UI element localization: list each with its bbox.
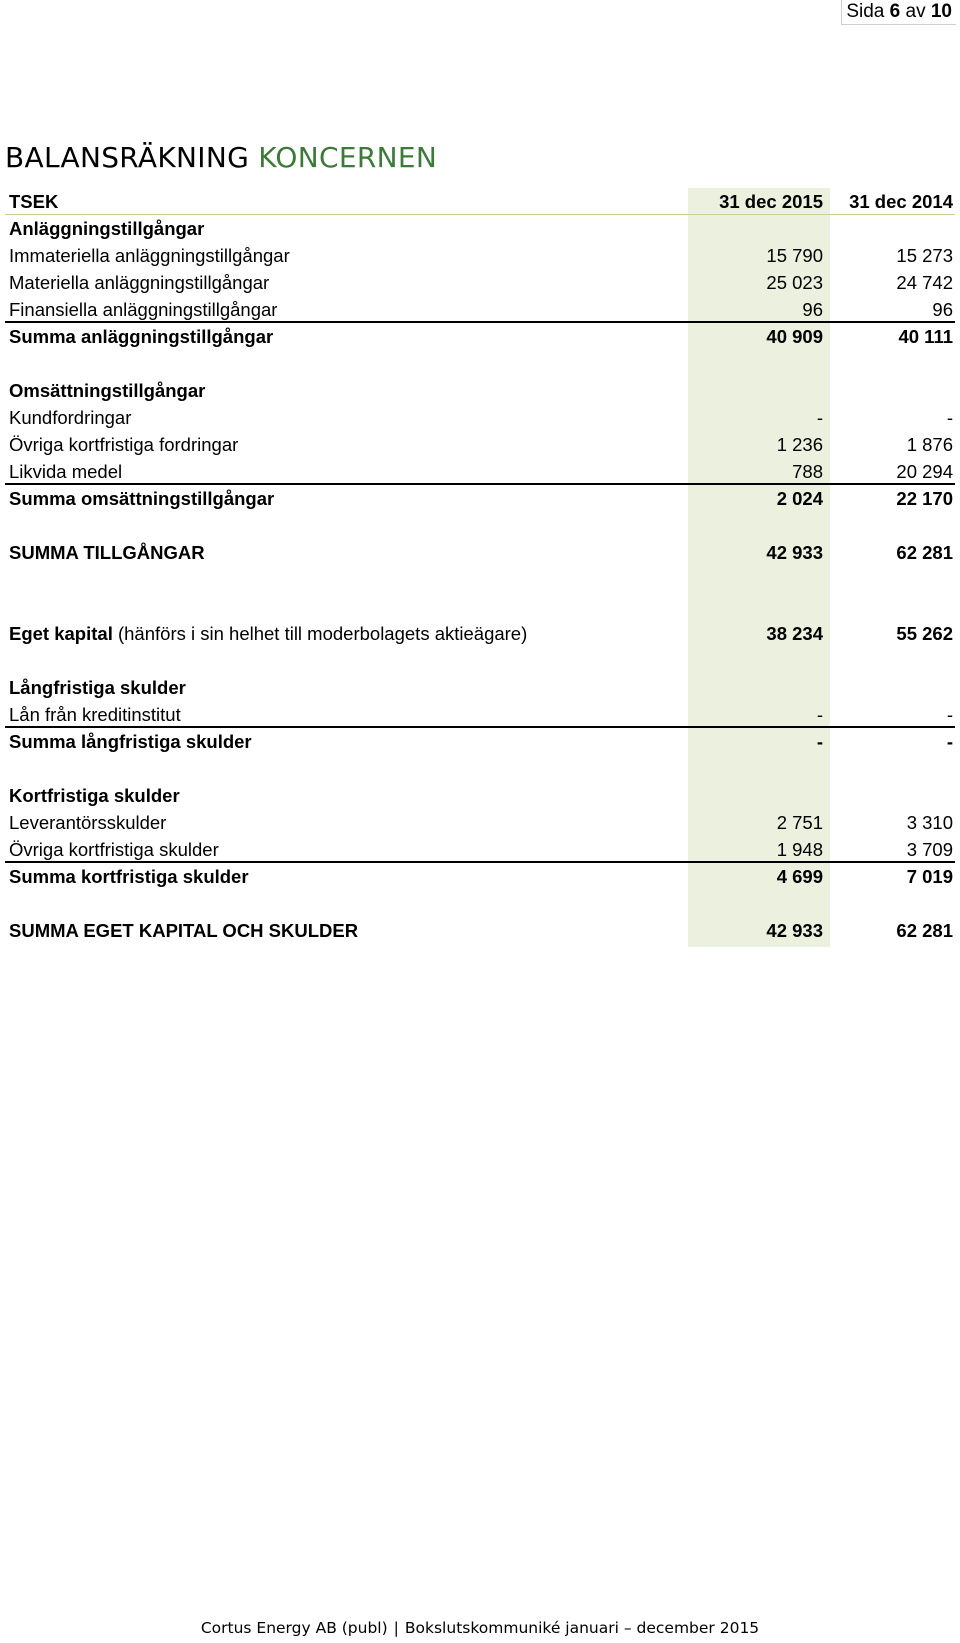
table-header (5, 188, 955, 215)
row-value-2015: 1 948 (776, 839, 823, 860)
balance-sheet-table (5, 188, 955, 944)
row-value-2014: 15 273 (896, 245, 953, 266)
row-value-2015: - (816, 704, 823, 725)
row-label: Kortfristiga skulder (9, 785, 180, 806)
section-heading (5, 215, 955, 242)
row-value-2014: 55 262 (896, 623, 953, 644)
table-row (5, 836, 955, 863)
subtotal-row (5, 323, 955, 350)
row-value-2015: 40 909 (766, 326, 823, 347)
row-value-2015: 96 (802, 299, 823, 320)
row-value-2014: 40 111 (898, 326, 953, 347)
row-label: Finansiella anläggningstillgångar (9, 299, 278, 320)
row-value-2015: 4 699 (776, 866, 823, 887)
total-row (5, 917, 955, 944)
header-label: TSEK (9, 191, 59, 212)
row-value-2014: - (946, 731, 953, 752)
subtotal-row (5, 485, 955, 512)
row-value-2014: 96 (932, 299, 953, 320)
row-value-2014: 62 281 (896, 542, 953, 563)
row-label: Långfristiga skulder (9, 677, 186, 698)
row-value-2014: 20 294 (896, 461, 953, 482)
row-label: Kundfordringar (9, 407, 132, 428)
row-value-2015: 788 (792, 461, 823, 482)
row-value-2014: 3 709 (906, 839, 953, 860)
section-heading (5, 674, 955, 701)
row-label (9, 620, 527, 647)
row-label: Övriga kortfristiga skulder (9, 839, 219, 860)
section-heading (5, 377, 955, 404)
row-label: Övriga kortfristiga fordringar (9, 434, 239, 455)
row-value-2014: - (946, 407, 953, 428)
row-value-2015: 38 234 (766, 623, 823, 644)
page-number (841, 0, 956, 25)
row-label: Summa omsättningstillgångar (9, 488, 275, 509)
equity-label-bold: Eget kapital (9, 623, 113, 644)
row-label: Omsättningstillgångar (9, 380, 206, 401)
title-accent: KONCERNEN (258, 141, 438, 174)
page-prefix: Sida (846, 1, 885, 22)
row-value-2015: - (816, 407, 823, 428)
row-label: Lån från kreditinstitut (9, 704, 181, 725)
row-label: Summa kortfristiga skulder (9, 866, 249, 887)
title-main: BALANSRÄKNING (5, 141, 250, 174)
footer-report: Bokslutskommuniké januari – december 2015 (404, 1619, 760, 1637)
page-total: 10 (930, 1, 952, 22)
row-label: Leverantörsskulder (9, 812, 167, 833)
table-row (5, 242, 955, 269)
row-label: Immateriella anläggningstillgångar (9, 245, 290, 266)
subtotal-row (5, 863, 955, 890)
page-footer (0, 1619, 960, 1637)
page-title (5, 141, 437, 174)
page-of: av (905, 1, 926, 22)
row-label: Summa långfristiga skulder (9, 731, 252, 752)
row-value-2014: - (946, 704, 953, 725)
header-col-2014: 31 dec 2014 (849, 191, 953, 212)
row-value-2014: 1 876 (906, 434, 953, 455)
row-value-2015: 15 790 (766, 245, 823, 266)
footer-separator: | (393, 1619, 399, 1637)
footer-company: Cortus Energy AB (publ) (200, 1619, 388, 1637)
header-col-2015: 31 dec 2015 (719, 191, 823, 212)
equity-label-note: (hänförs i sin helhet till moderbolagets aktieägare) (112, 623, 528, 644)
row-value-2014: 62 281 (896, 920, 953, 941)
equity-row (5, 620, 955, 647)
table-row (5, 701, 955, 728)
table-row (5, 431, 955, 458)
table-row (5, 296, 955, 323)
table-row (5, 458, 955, 485)
table-row (5, 404, 955, 431)
section-heading (5, 782, 955, 809)
page-current: 6 (889, 1, 901, 22)
row-value-2015: - (816, 731, 823, 752)
row-label: Likvida medel (9, 461, 123, 482)
row-value-2015: 42 933 (766, 920, 823, 941)
row-label: Summa anläggningstillgångar (9, 326, 274, 347)
table-row (5, 269, 955, 296)
table-row (5, 809, 955, 836)
total-row (5, 539, 955, 566)
row-label: SUMMA TILLGÅNGAR (9, 542, 205, 563)
row-value-2014: 7 019 (906, 866, 953, 887)
row-value-2015: 2 751 (776, 812, 823, 833)
row-label: SUMMA EGET KAPITAL OCH SKULDER (9, 920, 359, 941)
row-value-2015: 1 236 (776, 434, 823, 455)
row-label: Anläggningstillgångar (9, 218, 205, 239)
row-value-2015: 42 933 (766, 542, 823, 563)
row-value-2015: 25 023 (766, 272, 823, 293)
subtotal-row (5, 728, 955, 755)
row-value-2014: 24 742 (896, 272, 953, 293)
row-value-2014: 3 310 (906, 812, 953, 833)
row-label: Materiella anläggningstillgångar (9, 272, 270, 293)
row-value-2014: 22 170 (896, 488, 953, 509)
row-value-2015: 2 024 (776, 488, 823, 509)
